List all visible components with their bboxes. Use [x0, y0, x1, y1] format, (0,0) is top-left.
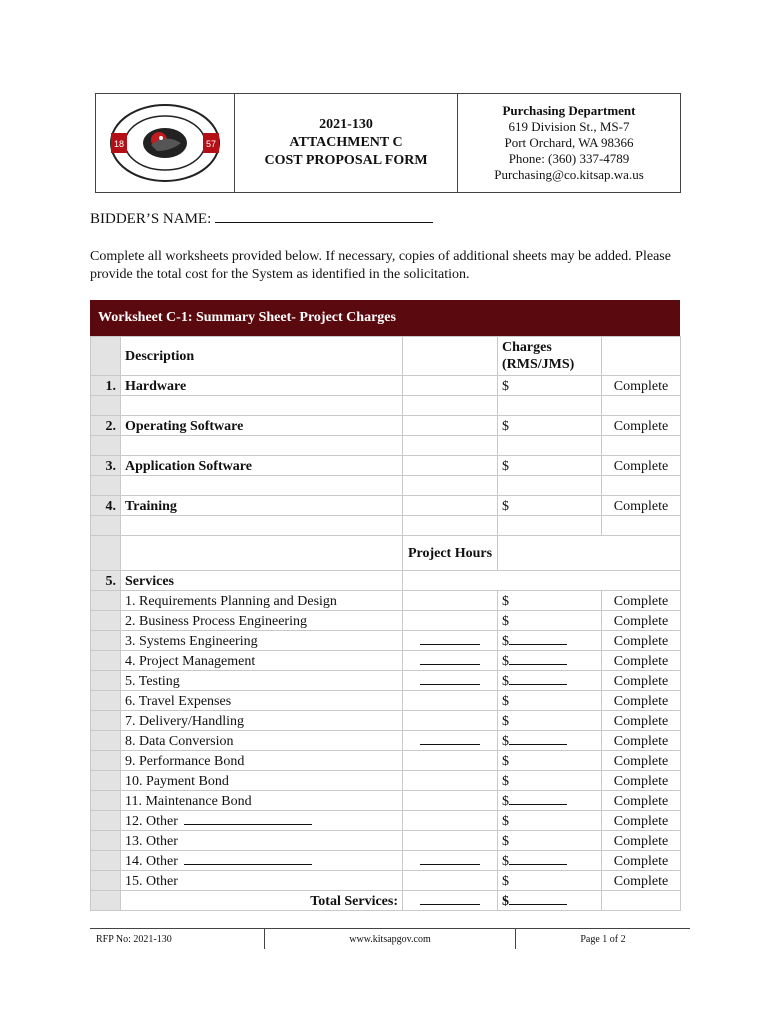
hours-cell[interactable] [403, 731, 498, 751]
table-header-row [91, 337, 681, 376]
hours-cell[interactable] [403, 831, 498, 851]
complete-cell: Complete [602, 711, 681, 731]
complete-cell: Complete [602, 691, 681, 711]
table-row [91, 791, 681, 811]
item-number: 3. [91, 456, 121, 476]
table-row [91, 651, 681, 671]
form-title-block [235, 94, 458, 192]
table-row [91, 591, 681, 611]
complete-cell: Complete [602, 416, 681, 436]
complete-cell: Complete [602, 811, 681, 831]
hours-cell[interactable] [403, 711, 498, 731]
charge-cell[interactable]: $ [498, 771, 602, 791]
address-line-1: 619 Division St., MS-7 [508, 119, 630, 134]
bidder-name-line[interactable] [215, 210, 433, 223]
service-item: 8. Data Conversion [121, 731, 403, 751]
worksheet-title: Worksheet C-1: Summary Sheet- Project Charges [90, 300, 680, 336]
service-item: 13. Other [121, 831, 403, 851]
phone: Phone: (360) 337-4789 [508, 151, 630, 166]
table-row [91, 691, 681, 711]
service-item: 12. Other [121, 811, 403, 831]
bidder-name-label: BIDDER’S NAME: [90, 211, 212, 227]
complete-cell: Complete [602, 456, 681, 476]
table-row [91, 711, 681, 731]
bidder-name-field[interactable] [90, 210, 433, 228]
svg-text:57: 57 [205, 139, 217, 149]
complete-cell: Complete [602, 791, 681, 811]
complete-cell: Complete [602, 651, 681, 671]
svg-text:18: 18 [113, 139, 125, 149]
table-row [91, 611, 681, 631]
charge-cell[interactable]: $ [498, 611, 602, 631]
address-line-2: Port Orchard, WA 98366 [504, 135, 634, 150]
complete-cell: Complete [602, 591, 681, 611]
item-label: Hardware [121, 376, 403, 396]
service-item: 9. Performance Bond [121, 751, 403, 771]
table-row [91, 496, 681, 516]
spacer-row [91, 476, 681, 496]
hours-cell[interactable] [403, 851, 498, 871]
total-hours-cell[interactable] [403, 891, 498, 911]
service-item: 10. Payment Bond [121, 771, 403, 791]
service-item: 1. Requirements Planning and Design [121, 591, 403, 611]
item-label: Training [121, 496, 403, 516]
charge-cell[interactable]: $ [498, 811, 602, 831]
county-seal-icon [109, 103, 221, 183]
charge-cell[interactable]: $ [498, 711, 602, 731]
hours-cell[interactable] [403, 651, 498, 671]
service-item: 5. Testing [121, 671, 403, 691]
spacer-row [91, 396, 681, 416]
charge-cell[interactable]: $ [498, 831, 602, 851]
table-row [91, 871, 681, 891]
charge-cell[interactable]: $ [498, 671, 602, 691]
charge-cell[interactable]: $ [498, 456, 602, 476]
charge-cell[interactable]: $ [498, 791, 602, 811]
complete-cell: Complete [602, 631, 681, 651]
service-item: 15. Other [121, 871, 403, 891]
complete-cell: Complete [602, 496, 681, 516]
item-label: Operating Software [121, 416, 403, 436]
col-description: Description [121, 337, 403, 376]
complete-cell: Complete [602, 731, 681, 751]
worksheet-c1 [90, 300, 680, 911]
table-row [91, 831, 681, 851]
table-row [91, 751, 681, 771]
table-row [91, 811, 681, 831]
service-item: 2. Business Process Engineering [121, 611, 403, 631]
table-row [91, 631, 681, 651]
cost-table [90, 336, 681, 911]
spacer-row [91, 436, 681, 456]
complete-cell: Complete [602, 851, 681, 871]
item-number: 4. [91, 496, 121, 516]
footer-rfp: RFP No: 2021-130 [90, 929, 265, 949]
table-row [91, 771, 681, 791]
table-row [91, 731, 681, 751]
charge-cell[interactable]: $ [498, 871, 602, 891]
hours-cell[interactable] [403, 811, 498, 831]
instructions: Complete all worksheets provided below. If necessary, copies of additional sheets may be added. Please provide the total cost for the System as identified in the solicitation. [90, 249, 671, 282]
item-number: 2. [91, 416, 121, 436]
service-item: 7. Delivery/Handling [121, 711, 403, 731]
hours-cell[interactable] [403, 631, 498, 651]
hours-cell[interactable] [403, 771, 498, 791]
service-item: 11. Maintenance Bond [121, 791, 403, 811]
complete-cell: Complete [602, 611, 681, 631]
charge-cell[interactable]: $ [498, 731, 602, 751]
item-label: Application Software [121, 456, 403, 476]
col-charges: Charges (RMS/JMS) [498, 337, 602, 376]
complete-cell: Complete [602, 831, 681, 851]
total-row [91, 891, 681, 911]
attachment-label: ATTACHMENT C [289, 135, 403, 150]
hours-cell[interactable] [403, 671, 498, 691]
hours-cell[interactable] [403, 611, 498, 631]
hours-cell[interactable] [403, 751, 498, 771]
table-row [91, 671, 681, 691]
complete-cell: Complete [602, 671, 681, 691]
table-row [91, 456, 681, 476]
form-header [95, 93, 681, 193]
charge-cell[interactable]: $ [498, 376, 602, 396]
charge-cell[interactable]: $ [498, 416, 602, 436]
hours-header-row [91, 536, 681, 571]
service-item: 14. Other [121, 851, 403, 871]
item-number: 5. [91, 571, 121, 591]
complete-cell: Complete [602, 771, 681, 791]
form-title: COST PROPOSAL FORM [264, 153, 428, 168]
footer-site: www.kitsapgov.com [265, 929, 516, 949]
item-number: 1. [91, 376, 121, 396]
dept-name: Purchasing Department [502, 103, 636, 118]
complete-cell: Complete [602, 751, 681, 771]
complete-cell: Complete [602, 376, 681, 396]
footer-page: Page 1 of 2 [580, 933, 626, 945]
table-row [91, 376, 681, 396]
service-item: 4. Project Management [121, 651, 403, 671]
rfp-number: 2021-130 [319, 117, 373, 132]
services-row [91, 571, 681, 591]
hours-cell[interactable] [403, 591, 498, 611]
services-label: Services [121, 571, 403, 591]
charge-cell[interactable]: $ [498, 651, 602, 671]
charge-cell[interactable]: $ [498, 631, 602, 651]
charge-cell[interactable]: $ [498, 691, 602, 711]
total-services-label: Total Services: [121, 891, 403, 911]
total-charge-cell[interactable]: $ [498, 891, 602, 911]
page-footer [90, 928, 690, 949]
col-project-hours: Project Hours [403, 536, 498, 571]
hours-cell[interactable] [403, 871, 498, 891]
hours-cell[interactable] [403, 691, 498, 711]
spacer-row [91, 516, 681, 536]
hours-cell[interactable] [403, 791, 498, 811]
charge-cell[interactable]: $ [498, 591, 602, 611]
county-seal [96, 94, 235, 192]
service-item: 3. Systems Engineering [121, 631, 403, 651]
complete-cell: Complete [602, 871, 681, 891]
table-row [91, 851, 681, 871]
email: Purchasing@co.kitsap.wa.us [494, 167, 644, 182]
charge-cell[interactable]: $ [498, 751, 602, 771]
table-row [91, 416, 681, 436]
contact-block [458, 94, 680, 192]
charge-cell[interactable]: $ [498, 851, 602, 871]
charge-cell[interactable]: $ [498, 496, 602, 516]
service-item: 6. Travel Expenses [121, 691, 403, 711]
